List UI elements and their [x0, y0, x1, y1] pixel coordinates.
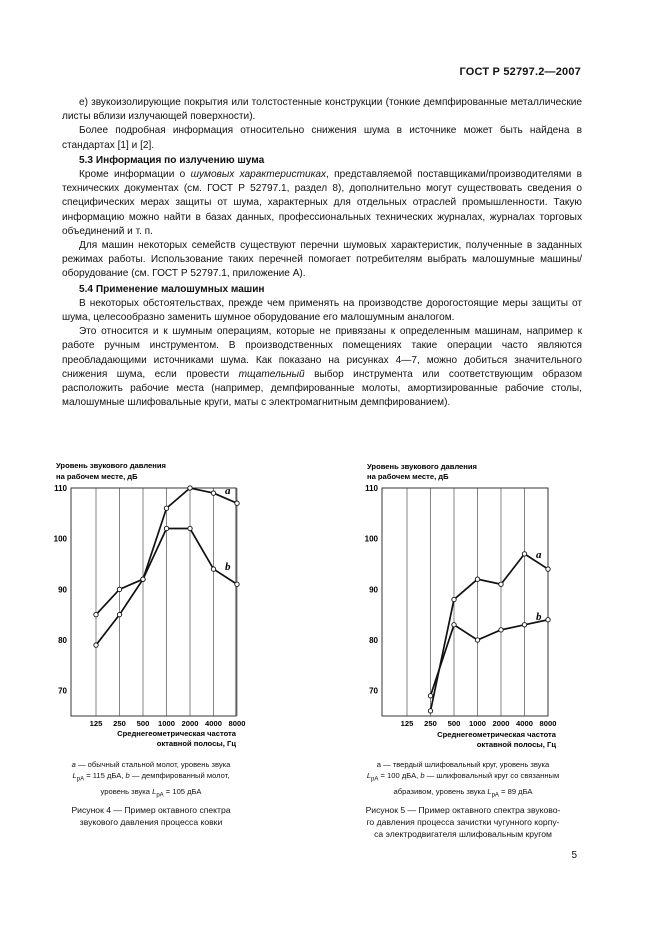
y-tick-label: 80 [369, 636, 378, 645]
data-point-a [211, 491, 215, 495]
data-point-b [211, 567, 215, 571]
paragraph-noise-info: Кроме информации о шумовых характеристиках, представляемой поставщиками/производителями в технических документах (см. ГОСТ Р 52797.1, раздел 8), дополнительно могут существовать сведения о специфических мерах защиты от шума, характерных для отдельных отраслей промышленности. Такую информацию можно найти в базах данных, профессиональных технических журналах, журналах торговых объединений и т. п. [62, 169, 582, 237]
fig5-xlabel-line2: октавной полосы, Гц [476, 740, 556, 749]
data-point-b [522, 623, 526, 627]
x-tick-label: 125 [400, 719, 414, 728]
data-point-b [475, 638, 479, 642]
y-tick-label: 80 [58, 636, 67, 645]
x-tick-label: 250 [113, 719, 126, 728]
series-label-b: b [536, 611, 542, 623]
x-tick-label: 1000 [469, 719, 486, 728]
data-point-b [546, 618, 550, 622]
data-point-a [546, 567, 550, 571]
fig4-grid [71, 488, 237, 716]
fig4-legend-caption: а — обычный стальной молот, уровень звука $L_{pA} = 115$ дБА, b — демпфированный молот, уровень звука $L_{pA} = 105$ дБА [71, 760, 231, 799]
y-tick-label: 110 [365, 484, 378, 493]
fig5-title: Рисунок 5 — Пример октавного спектра звуково- го давления процесса зачистки чугунного корпу- са электродвигателя шлифовальным кругом [365, 805, 561, 840]
x-tick-label: 125 [89, 719, 103, 728]
paragraph-operations: Это относится и к шумным операциям, которые не привязаны к определенным машинам, например к работе ручным инструментом. В производственных помещениях такие операции часто являются преобладающими источниками шума. Как показано на рисунках 4—7, можно добиться значительного снижения шума, если провести тщательный выбор инструмента или соответствующим образом расположить рабочие места (например, демпфированные молоты, амортизированные рабочие столы, малошумные шлифовальные круги, маты с электромагнитным демпфированием). [62, 326, 583, 409]
data-point-a [475, 577, 479, 581]
x-tick-label: 2000 [492, 719, 510, 728]
y-tick-label: 110 [54, 484, 67, 493]
series-line-a [431, 554, 549, 711]
fig4-y-ticks [54, 484, 68, 696]
data-point-a [428, 709, 432, 713]
y-tick-label: 70 [58, 686, 67, 696]
fig4-x-ticks [90, 719, 246, 728]
data-point-b [164, 526, 168, 530]
data-point-b [94, 643, 98, 647]
data-point-a [188, 486, 192, 490]
document-header: ГОСТ Р 52797.2—2007 [459, 66, 581, 78]
series-label-a: a [536, 549, 542, 561]
data-point-a [452, 597, 456, 601]
section-heading-5-4: 5.4 Применение малошумных машин [79, 283, 265, 295]
data-point-a [164, 506, 168, 510]
data-point-b [141, 577, 145, 581]
fig5-series [428, 549, 550, 713]
fig5-x-ticks [401, 719, 557, 728]
data-point-b [235, 582, 239, 586]
x-tick-label: 4000 [516, 719, 533, 728]
x-tick-label: 4000 [205, 719, 222, 728]
y-tick-label: 90 [369, 585, 378, 595]
figure-4-chart [54, 461, 246, 748]
y-tick-label: 100 [53, 534, 67, 544]
y-tick-label: 100 [364, 534, 378, 544]
fig4-xlabel-line2: октавной полосы, Гц [156, 739, 236, 748]
series-label-a: a [225, 485, 231, 497]
page-number: 5 [571, 850, 577, 861]
data-point-a [522, 552, 526, 556]
series-label-b: b [225, 561, 231, 573]
fig5-y-ticks [365, 484, 379, 696]
fig5-xlabel-line1: Среднегеометрическая частота [437, 730, 556, 739]
paragraph-noise-lists: Для машин некоторых семейств существуют перечни шумовых характеристик, полученные в заданных режимах работы. Использование таких перечней помогает потребителям выбрать малошумные машины/оборудование (см. ГОСТ Р 52797.1, приложение А). [62, 240, 582, 280]
x-tick-label: 500 [136, 719, 150, 728]
fig4-title: Рисунок 4 — Пример октавного спектра звукового давления процесса ковки [71, 805, 231, 828]
x-tick-label: 1000 [158, 719, 175, 728]
fig5-grid [382, 488, 548, 716]
x-tick-label: 2000 [181, 719, 199, 728]
fig4-ylabel-line1: Уровень звукового давления [56, 461, 166, 470]
fig4-xlabel-line1: Среднегеометрическая частота [117, 729, 236, 738]
paragraph-e: е) звукоизолирующие покрытия или толстостенные конструкции (тонкие демпфированные металлические листы вблизи излучающей поверхности). [62, 97, 582, 123]
fig5-ylabel-line1: Уровень звукового давления [367, 462, 477, 471]
data-point-a [117, 587, 121, 591]
section-heading-5-3: 5.3 Информация по излучению шума [79, 154, 265, 166]
x-tick-label: 250 [424, 719, 437, 728]
figure-5-chart [365, 462, 557, 749]
x-tick-label: 500 [447, 719, 461, 728]
data-point-a [94, 612, 98, 616]
fig4-ylabel-line2: на рабочем месте, дБ [56, 472, 138, 481]
fig4-caption-a-text: — обычный стальной молот, уровень звука [77, 760, 231, 769]
data-point-b [428, 694, 432, 698]
paragraph-replacement: В некоторых обстоятельствах, прежде чем применять на производстве дорогостоящие меры защиты от шума, целесообразно заменить шумное оборудование его малошумным аналогом. [62, 297, 582, 324]
y-tick-label: 70 [369, 686, 378, 696]
paragraph-more-info: Более подробная информация относительно снижения шума в источнике может быть найдена в стандартах [1] и [2]. [62, 125, 582, 151]
data-point-b [452, 623, 456, 627]
x-tick-label: 8000 [539, 719, 557, 728]
y-tick-label: 90 [58, 585, 67, 595]
fig5-ylabel-line2: на рабочем месте, дБ [367, 472, 449, 481]
data-point-a [235, 501, 239, 505]
data-point-b [117, 612, 121, 616]
x-tick-label: 8000 [228, 719, 246, 728]
fig5-legend-caption: а — твердый шлифовальный круг, уровень звука $L_{pA} = 100$ дБА, b — шлифовальный круг со связанным абразивом, уровень звука $L_{pA} = 89$ дБА [366, 760, 560, 799]
data-point-a [499, 582, 503, 586]
data-point-b [499, 628, 503, 632]
data-point-b [188, 526, 192, 530]
